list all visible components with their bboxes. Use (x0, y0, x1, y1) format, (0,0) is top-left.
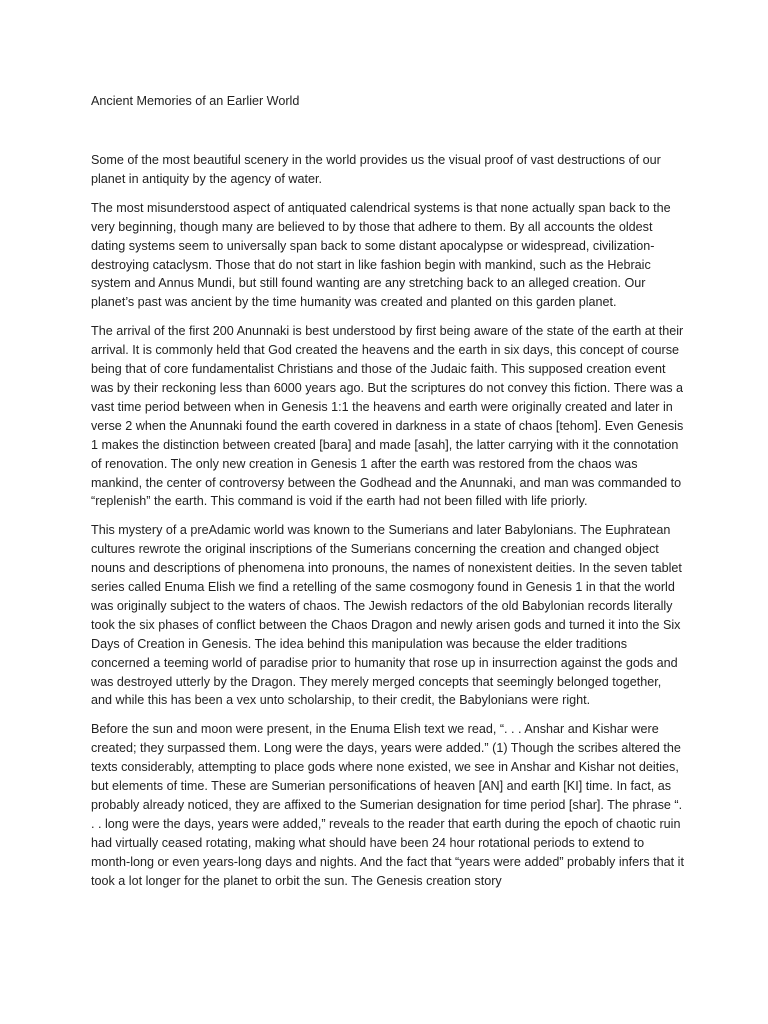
paragraph: This mystery of a preAdamic world was known to the Sumerians and later Babylonians. The Euphratean cultures rewrote the original inscriptions of the Sumerians concerning the creation and changed object nouns and descriptions of phenomena into pronouns, the names of nonexistent deities. In the seven tablet series called Enuma Elish we find a retelling of the same cosmogony found in Genesis 1 in that the world was originally subject to the waters of chaos. The Jewish redactors of the old Babylonian records literally took the six phases of conflict between the Chaos Dragon and newly arisen gods and turned it into the Six Days of Creation in Genesis. The idea behind this manipulation was because the elder traditions concerned a teeming world of paradise prior to humanity that rose up in insurrection against the gods and was destroyed utterly by the Dragon. They merely merged concepts that seemingly belonged together, and while this has been a vex unto scholarship, to their credit, the Babylonians were right. (91, 523, 682, 708)
paragraph: The most misunderstood aspect of antiquated calendrical systems is that none actually span back to the very beginning, though many are believed to by those that adhere to them. By all accounts the oldest dating systems seem to universally span back to some distant apocalypse or widespread, civilization-destroying cataclysm. Those that do not start in like fashion begin with mankind, such as the Hebraic system and Annus Mundi, but still found wanting are any stretching back to an alleged creation. Our planet’s past was ancient by the time humanity was created and planted on this garden planet. (91, 200, 671, 310)
paragraph: Some of the most beautiful scenery in the world provides us the visual proof of vast destructions of our planet in antiquity by the agency of water. (91, 153, 661, 186)
paragraph: Before the sun and moon were present, in the Enuma Elish text we read, “. . . Anshar and Kishar were created; they surpassed them. Long were the days, years were added.” (1) Though the scribes altered the texts considerably, attempting to place gods where none existed, we see in Anshar and Kishar not deities, but elements of time. These are Sumerian personifications of heaven [AN] and earth [KI] time. In fact, as probably already noticed, they are affixed to the Sumerian designation for time period [shar]. The phrase “. . . long were the days, years were added,” reveals to the reader that earth during the epoch of chaotic ruin had virtually ceased rotating, making what should have been 24 hour rotational periods to extend to month-long or even years-long days and nights. And the fact that “years were added” probably infers that it took a lot longer for the planet to orbit the sun. The Genesis creation story (91, 722, 684, 888)
document-body (91, 151, 684, 901)
paragraph: The arrival of the first 200 Anunnaki is best understood by first being aware of the state of the earth at their arrival. It is commonly held that God created the heavens and the earth in six days, this concept of course being that of core fundamentalist Christians and those of the Judaic faith. This supposed creation event was by their reckoning less than 6000 years ago. But the scriptures do not convey this fiction. There was a vast time period between when in Genesis 1:1 the heavens and earth were originally created and later in verse 2 when the Anunnaki found the earth covered in darkness in a state of chaos [tehom]. Even Genesis 1 makes the distinction between created [bara] and made [asah], the latter carrying with it the connotation of renovation. The only new creation in Genesis 1 after the earth was restored from the chaos was mankind, the center of controversy between the Godhead and the Anunnaki, and man was commanded to “replenish” the earth. This command is void if the earth had not been filled with life priorly. (91, 324, 684, 509)
document-title: Ancient Memories of an Earlier World (91, 94, 300, 108)
